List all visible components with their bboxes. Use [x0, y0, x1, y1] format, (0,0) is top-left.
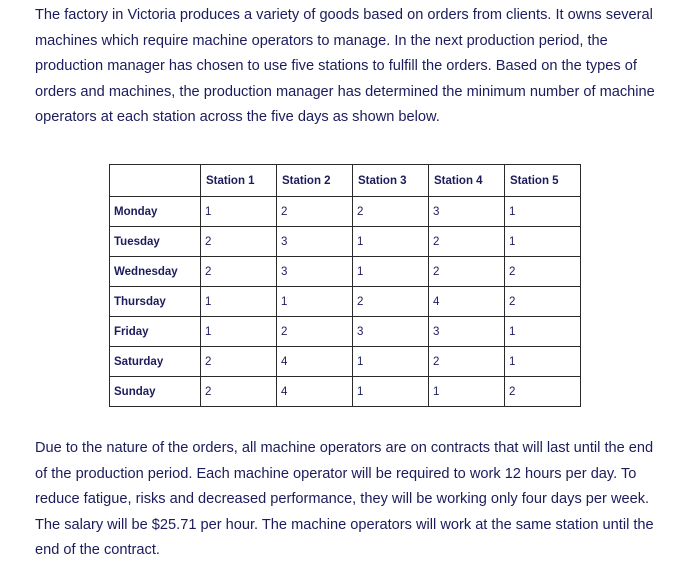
table-cell: 1: [201, 287, 277, 317]
table-cell: 1: [505, 347, 581, 377]
table-cell: 2: [505, 257, 581, 287]
table-row: [110, 287, 581, 317]
row-header-day: Thursday: [110, 287, 201, 317]
intro-paragraph: [35, 3, 670, 131]
table-row: [110, 227, 581, 257]
table-row: [110, 257, 581, 287]
table-cell: 1: [429, 377, 505, 407]
table-body: [110, 197, 581, 407]
column-header-station-3: Station 3: [353, 165, 429, 197]
table-cell: 4: [277, 377, 353, 407]
operators-table: [109, 164, 581, 407]
table-row: [110, 197, 581, 227]
table-corner-cell: [110, 165, 201, 197]
intro-line: machines which require machine operators to manage. In the next production period, the: [35, 32, 608, 49]
table-cell: 3: [277, 227, 353, 257]
table-cell: 2: [429, 347, 505, 377]
table-cell: 2: [201, 227, 277, 257]
table-cell: 4: [277, 347, 353, 377]
row-header-day: Friday: [110, 317, 201, 347]
row-header-day: Sunday: [110, 377, 201, 407]
intro-line: The factory in Victoria produces a variety of goods based on orders from clients. It owns several: [35, 7, 653, 23]
table-cell: 1: [353, 227, 429, 257]
table-cell: 1: [505, 227, 581, 257]
row-header-day: Tuesday: [110, 227, 201, 257]
table-cell: 2: [353, 287, 429, 317]
table-cell: 1: [353, 377, 429, 407]
column-header-station-5: Station 5: [505, 165, 581, 197]
table-cell: 2: [505, 377, 581, 407]
table-cell: 2: [201, 347, 277, 377]
table-row: [110, 317, 581, 347]
contract-line: of the production period. Each machine operator will be required to work 12 hours per day. To: [35, 465, 637, 482]
row-header-day: Monday: [110, 197, 201, 227]
table-cell: 3: [429, 197, 505, 227]
table-cell: 2: [277, 197, 353, 227]
contract-paragraph: [35, 436, 670, 564]
table-cell: 1: [353, 347, 429, 377]
table-cell: 1: [505, 317, 581, 347]
column-header-station-2: Station 2: [277, 165, 353, 197]
intro-line: production manager has chosen to use five stations to fulfill the orders. Based on the types of: [35, 58, 637, 74]
intro-line: orders and machines, the production manager has determined the minimum number of machine: [35, 83, 655, 100]
column-header-station-1: Station 1: [201, 165, 277, 197]
table-cell: 3: [429, 317, 505, 347]
row-header-day: Saturday: [110, 347, 201, 377]
table-cell: 1: [277, 287, 353, 317]
contract-line: Due to the nature of the orders, all machine operators are on contracts that will last until the end: [35, 440, 654, 456]
contract-line: reduce fatigue, risks and decreased performance, they will be working only four days per week.: [35, 491, 650, 507]
table-cell: 2: [277, 317, 353, 347]
contract-line: end of the contract.: [35, 542, 160, 558]
row-header-day: Wednesday: [110, 257, 201, 287]
operators-table-container: [109, 164, 581, 407]
table-cell: 1: [353, 257, 429, 287]
table-header-row: [110, 165, 581, 197]
table-cell: 2: [201, 257, 277, 287]
table-row: [110, 347, 581, 377]
table-cell: 2: [429, 227, 505, 257]
table-cell: 3: [277, 257, 353, 287]
intro-line: operators at each station across the five days as shown below.: [35, 109, 440, 125]
table-cell: 2: [201, 377, 277, 407]
column-header-station-4: Station 4: [429, 165, 505, 197]
contract-line: The salary will be $25.71 per hour. The machine operators will work at the same station until the: [35, 516, 654, 533]
table-cell: 1: [201, 317, 277, 347]
table-cell: 1: [201, 197, 277, 227]
table-cell: 2: [429, 257, 505, 287]
table-cell: 3: [353, 317, 429, 347]
table-cell: 1: [505, 197, 581, 227]
table-cell: 2: [505, 287, 581, 317]
table-cell: 4: [429, 287, 505, 317]
table-row: [110, 377, 581, 407]
table-cell: 2: [353, 197, 429, 227]
